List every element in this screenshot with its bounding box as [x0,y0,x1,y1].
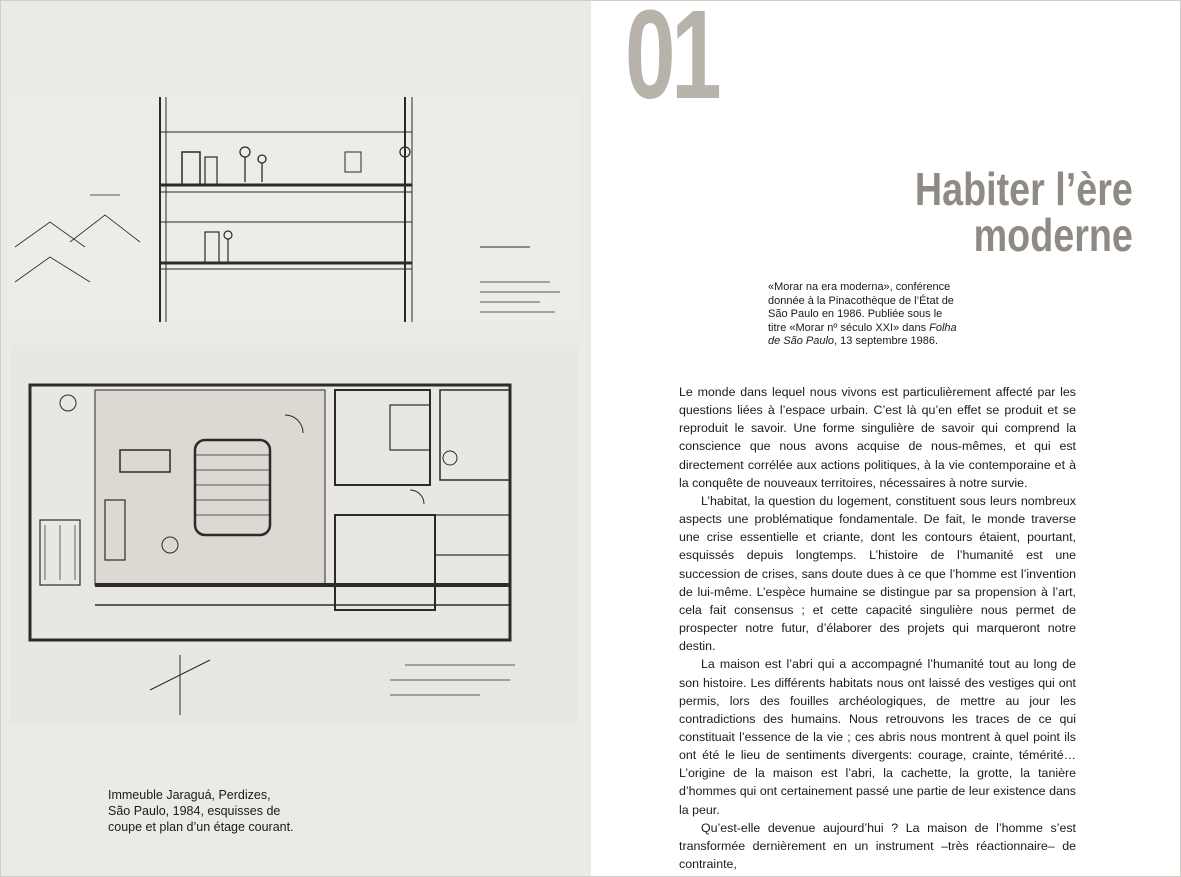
section-sketch [10,97,580,322]
paragraph: Qu’est-elle devenue aujourd’hui ? La maison de l’homme s’est transformée dernièrement en un instrument –très réactionnaire– de contrainte, [679,820,1076,872]
section-sketch-drawing [10,97,580,322]
chapter-number: 01 [625,0,718,125]
paragraph: L’habitat, la question du logement, constituent sous leurs nombreux aspects une problématique fondamentale. De fait, le monde traverse une crise essentielle et criante, dont les contours étaient, pourtant, esquissés depuis longtemps. L’histoire de l’humanité est une succession de crises, sans doute dues à ce que l’homme est l’invention de lui-même. L’espèce humaine se distingue par sa propension à l’art, cela fait consensus ; et cette capacité singulière nous permet de prospecter notre futur, d’élaborer des projets qui marqueront notre destin. [679,493,1076,654]
source-note [768,281,958,349]
paragraph: La maison est l’abri qui a accompagné l’humanité tout au long de son histoire. Les différents habitats nous ont laissé des vestiges qui ont permis, lors des fouilles archéologiques, de mettre au jour les contradictions des humains. Nous retrouvons les traces de ce qui constituait l’essence de la vie ; ces abris nous montrent à quel point ils ont été le lieu de sentiments divergents: courage, crainte, témérité… L’origine de la maison est l’abri, la cachette, la grotte, la tanière d’hommes qui ont certainement passé une partie de leur existence dans la peur. [679,657,1076,817]
body-text [679,383,1076,873]
chapter-title [914,163,1133,261]
chapter-title-line: moderne [973,209,1133,261]
chapter-title-line: Habiter l’ère [914,163,1133,215]
figure-caption-line: coupe et plan d’un étage courant. [108,820,294,834]
source-note-suffix: , 13 septembre 1986. [834,335,939,347]
figure-caption-line: Immeuble Jaraguá, Perdizes, [108,788,271,802]
figure-caption [108,787,308,835]
source-publication: Folha de São Paulo [768,321,957,347]
figure-caption-line: São Paulo, 1984, esquisses de [108,804,281,818]
floor-plan-drawing [10,345,578,725]
floor-plan-sketch [10,345,578,725]
source-note-prefix: «Morar na era moderna», conférence donnée à la Pinacothèque de l’État de São Paulo en 1986. Publiée sous le titre «Morar nº século XXI» dans [768,281,954,334]
paragraph: Le monde dans lequel nous vivons est particulièrement affecté par les questions liées à l’espace urbain. C’est là qu’en effet se produit et se reproduit le savoir. Une forme singulière de savoir qui comprend la conscience que nous avons acquise de nous-mêmes, et qui est directement corrélée aux actions politiques, à la vie contemporaine et à la conquête de nouveaux territoires, nécessaires à notre survie. [679,385,1076,490]
